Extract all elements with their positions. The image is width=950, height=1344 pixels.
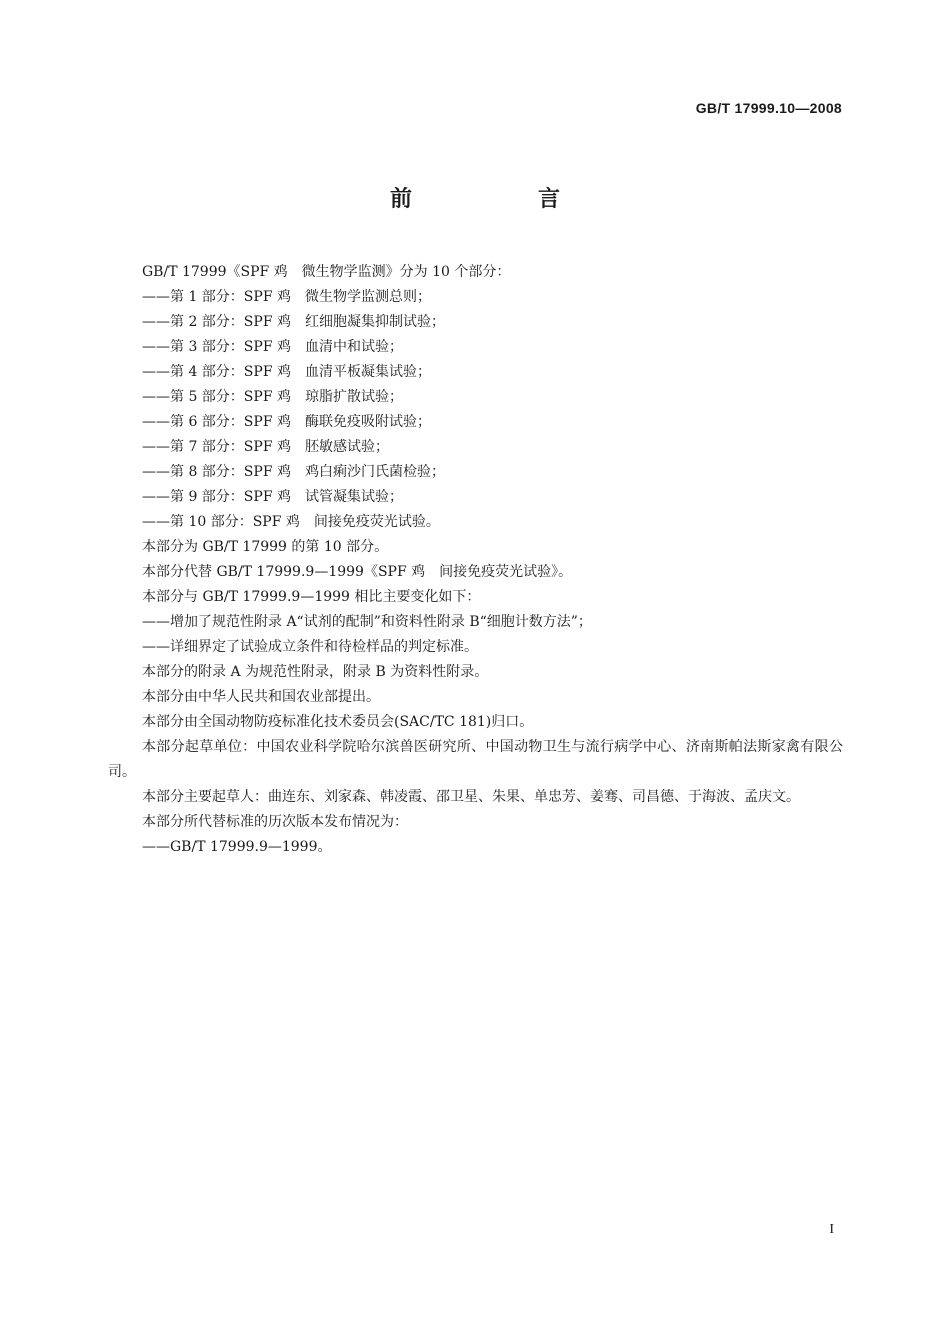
foreword-body [108,260,843,860]
list-item: ——第 6 部分：SPF 鸡 酶联免疫吸附试验； [142,414,431,430]
list-item: ——增加了规范性附录 A“试剂的配制”和资料性附录 B“细胞计数方法”； [142,614,592,630]
list-item: ——GB/T 17999.9—1999。 [142,839,332,855]
list-item: ——第 8 部分：SPF 鸡 鸡白痢沙门氏菌检验； [142,464,445,480]
page-title: 前 言 [389,187,612,212]
paragraph: 本部分由全国动物防疫标准化技术委员会(SAC/TC 181)归口。 [142,714,534,730]
list-item: ——第 9 部分：SPF 鸡 试管凝集试验； [142,489,403,505]
paragraph: 本部分由中华人民共和国农业部提出。 [142,689,380,705]
page-number: I [829,1222,834,1237]
paragraph: 本部分代替 GB/T 17999.9—1999《SPF 鸡 间接免疫荧光试验》。 [142,564,573,580]
list-item: ——第 4 部分：SPF 鸡 血清平板凝集试验； [142,364,431,380]
list-item: ——第 3 部分：SPF 鸡 血清中和试验； [142,339,403,355]
paragraph: 本部分的附录 A 为规范性附录，附录 B 为资料性附录。 [142,664,489,680]
list-item: ——第 5 部分：SPF 鸡 琼脂扩散试验； [142,389,403,405]
paragraph: 本部分主要起草人：曲连东、刘家森、韩凌霞、邵卫星、朱果、单忠芳、姜骞、司昌德、于海波、孟庆文。 [142,789,800,805]
standard-number: GB/T 17999.10—2008 [695,100,842,116]
list-item: ——第 1 部分：SPF 鸡 微生物学监测总则； [142,289,431,305]
paragraph: 本部分起草单位：中国农业科学院哈尔滨兽医研究所、中国动物卫生与流行病学中心、济南斯帕法斯家禽有限公司。 [108,739,843,780]
list-item: ——第 7 部分：SPF 鸡 胚敏感试验； [142,439,389,455]
list-item: ——第 10 部分：SPF 鸡 间接免疫荧光试验。 [142,514,440,530]
paragraph: 本部分所代替标准的历次版本发布情况为： [142,814,408,830]
list-item: ——第 2 部分：SPF 鸡 红细胞凝集抑制试验； [142,314,445,330]
paragraph: GB/T 17999《SPF 鸡 微生物学监测》分为 10 个部分： [142,264,511,280]
paragraph: 本部分为 GB/T 17999 的第 10 部分。 [142,539,389,555]
list-item: ——详细界定了试验成立条件和待检样品的判定标准。 [142,639,478,655]
paragraph: 本部分与 GB/T 17999.9—1999 相比主要变化如下： [142,589,481,605]
